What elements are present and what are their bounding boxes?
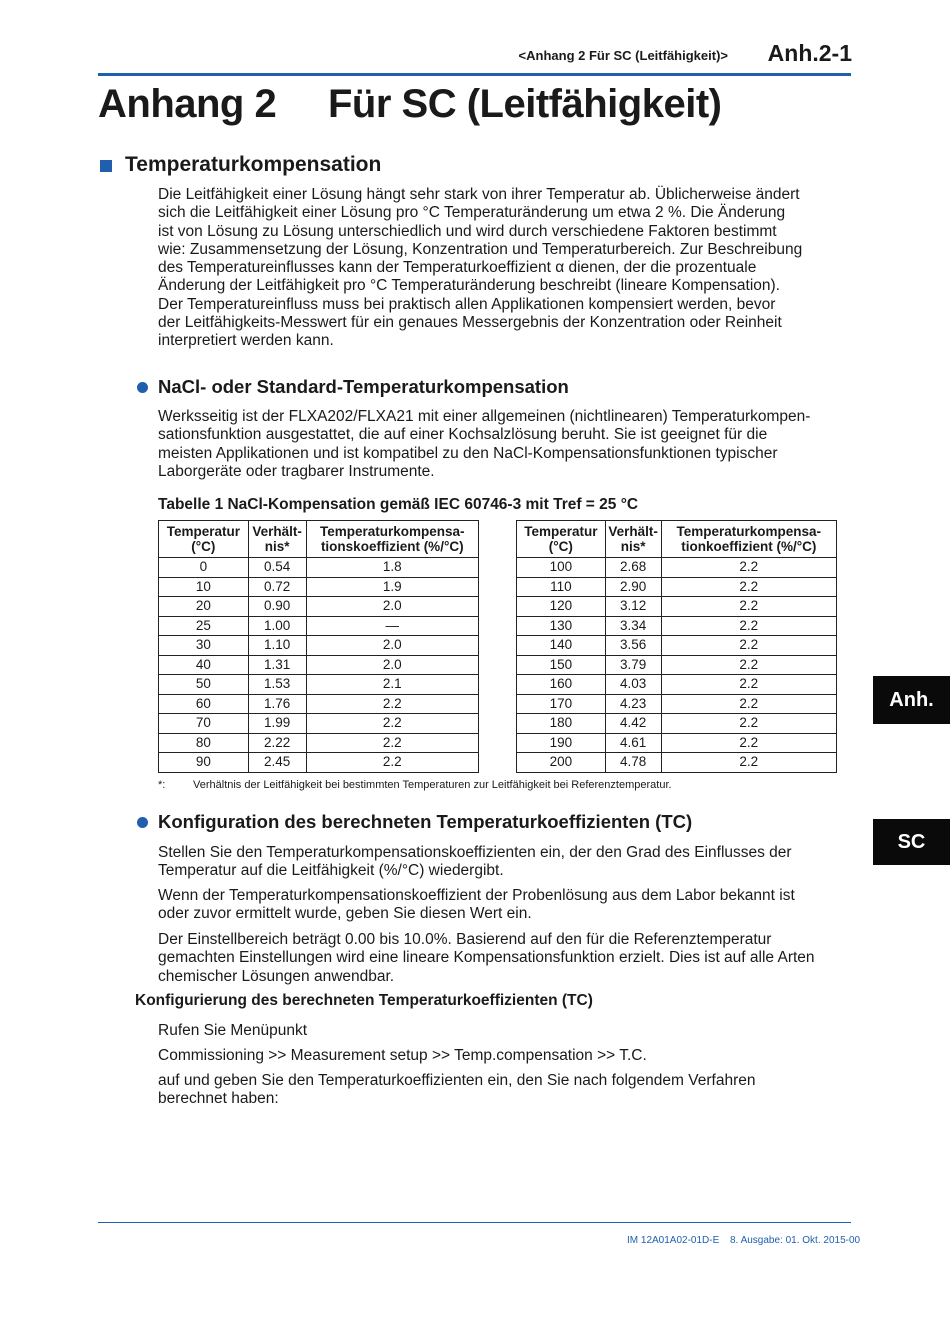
text-line: Der Einstellbereich beträgt 0.00 bis 10.0%. Basierend auf den für die Referenztemperatur bbox=[158, 931, 772, 948]
table-cell: 70 bbox=[159, 714, 249, 734]
table-row bbox=[517, 616, 837, 636]
table-cell: 4.61 bbox=[605, 733, 661, 753]
text-line: Der Temperatureinfluss muss bei praktisch allen Applikationen kompensiert werden, bevor bbox=[158, 295, 776, 313]
table-cell: 3.79 bbox=[605, 655, 661, 675]
text-line: Die Leitfähigkeit einer Lösung hängt sehr stark von ihrer Temperatur ab. Üblicherweise ändert bbox=[158, 186, 800, 203]
table-cell: 3.34 bbox=[605, 616, 661, 636]
table-cell: 180 bbox=[517, 714, 606, 734]
column-header-ratio: Verhält- nis* bbox=[605, 521, 661, 558]
chapter-number: Anhang 2 bbox=[98, 82, 277, 126]
text-line: auf und geben Sie den Temperaturkoeffizienten ein, den Sie nach folgendem Verfahren bbox=[158, 1072, 756, 1089]
table-cell: 2.2 bbox=[661, 558, 836, 578]
table-cell: 110 bbox=[517, 577, 606, 597]
text-line: Laborgeräte oder tragbarer Instrumente. bbox=[158, 462, 435, 480]
table-row bbox=[159, 753, 479, 773]
table-cell: 0.54 bbox=[248, 558, 306, 578]
table-cell: 4.78 bbox=[605, 753, 661, 773]
text-line: ist von Lösung zu Lösung unterschiedlich und wird durch verschiedene Faktoren bestimmt bbox=[158, 222, 777, 240]
table-cell: 1.9 bbox=[306, 577, 478, 597]
section-round-bullet bbox=[137, 382, 148, 393]
menu-intro: Rufen Sie Menüpunkt bbox=[158, 1022, 308, 1039]
table-cell: 2.2 bbox=[661, 714, 836, 734]
table-cell: 1.99 bbox=[248, 714, 306, 734]
nacl-table-right bbox=[516, 520, 837, 773]
side-tab-sc[interactable]: SC bbox=[873, 819, 950, 865]
table-cell: 160 bbox=[517, 675, 606, 695]
table-cell: 20 bbox=[159, 597, 249, 617]
table-row bbox=[517, 733, 837, 753]
text-line: chemischer Lösungen anwendbar. bbox=[158, 967, 395, 985]
table-row bbox=[517, 655, 837, 675]
table-row bbox=[517, 636, 837, 656]
footnote-mark: *: bbox=[158, 779, 166, 791]
table-cell: 2.68 bbox=[605, 558, 661, 578]
text-line: sationsfunktion ausgestattet, die auf einer Kochsalzlösung beruht. Sie ist geeignet für die bbox=[158, 426, 768, 444]
table-row bbox=[517, 694, 837, 714]
subheading-tc-config: Konfigurierung des berechneten Temperaturkoeffizienten (TC) bbox=[135, 992, 593, 1009]
section-title-tc: Konfiguration des berechneten Temperaturkoeffizienten (TC) bbox=[158, 811, 693, 832]
section-3-outro bbox=[158, 1072, 848, 1109]
section-3-paragraph-2 bbox=[158, 887, 848, 924]
table-cell: 25 bbox=[159, 616, 249, 636]
footer-doc-id: IM 12A01A02-01D-E bbox=[627, 1235, 720, 1246]
text-line: der Leitfähigkeits-Messwert für ein genaues Messergebnis der Konzentration oder Reinheit bbox=[158, 314, 782, 332]
text-line: Temperatur auf die Leitfähigkeit (%/°C) wiedergibt. bbox=[158, 862, 504, 880]
table-cell: 2.2 bbox=[661, 636, 836, 656]
text-line: Werksseitig ist der FLXA202/FLXA21 mit einer allgemeinen (nichtlinearen) Temperaturkompen- bbox=[158, 408, 811, 425]
column-header-temperature: Temperatur (°C) bbox=[159, 521, 249, 558]
section-title-temperaturkompensation: Temperaturkompensation bbox=[125, 153, 382, 176]
table-cell: 1.10 bbox=[248, 636, 306, 656]
table-cell: 4.23 bbox=[605, 694, 661, 714]
table-cell: 140 bbox=[517, 636, 606, 656]
table-cell: — bbox=[306, 616, 478, 636]
text-line: Stellen Sie den Temperaturkompensationskoeffizienten ein, der den Grad des Einflusses der bbox=[158, 844, 792, 861]
table-cell: 1.53 bbox=[248, 675, 306, 695]
table-cell: 3.56 bbox=[605, 636, 661, 656]
table-cell: 1.31 bbox=[248, 655, 306, 675]
text-line: interpretiert werden kann. bbox=[158, 332, 334, 350]
table-cell: 0.72 bbox=[248, 577, 306, 597]
section-1-paragraph bbox=[158, 186, 848, 351]
table-cell: 2.2 bbox=[661, 577, 836, 597]
table-row bbox=[159, 558, 479, 578]
table-cell: 60 bbox=[159, 694, 249, 714]
text-line: meisten Applikationen und ist kompatibel zu den NaCl-Kompensationsfunktionen typischer bbox=[158, 444, 778, 462]
table-cell: 1.00 bbox=[248, 616, 306, 636]
table-row bbox=[159, 616, 479, 636]
side-tab-anhang[interactable]: Anh. bbox=[873, 676, 950, 724]
table-cell: 2.2 bbox=[661, 616, 836, 636]
table-cell: 80 bbox=[159, 733, 249, 753]
section-round-bullet bbox=[137, 817, 148, 828]
table-cell: 1.8 bbox=[306, 558, 478, 578]
table-row bbox=[159, 636, 479, 656]
table-cell: 2.2 bbox=[661, 675, 836, 695]
table-cell: 2.0 bbox=[306, 597, 478, 617]
text-line: gemachten Einstellungen wird eine lineare Kompensationsfunktion erzielt. Dies ist auf alle Arten bbox=[158, 949, 815, 967]
column-header-temperature: Temperatur (°C) bbox=[517, 521, 606, 558]
table-row bbox=[517, 753, 837, 773]
table-cell: 3.12 bbox=[605, 597, 661, 617]
table-cell: 1.76 bbox=[248, 694, 306, 714]
column-header-coefficient: Temperaturkompensa- tionskoeffizient (%/°C) bbox=[306, 521, 478, 558]
table-header-row bbox=[517, 521, 837, 558]
table-cell: 40 bbox=[159, 655, 249, 675]
table-row bbox=[517, 675, 837, 695]
menu-path: Commissioning >> Measurement setup >> Temp.compensation >> T.C. bbox=[158, 1047, 647, 1064]
footer-edition: 8. Ausgabe: 01. Okt. 2015-00 bbox=[730, 1235, 861, 1246]
table-cell: 2.22 bbox=[248, 733, 306, 753]
table-cell: 150 bbox=[517, 655, 606, 675]
column-header-ratio: Verhält- nis* bbox=[248, 521, 306, 558]
footer-rule bbox=[98, 1222, 851, 1223]
table-row bbox=[517, 577, 837, 597]
table-cell: 2.2 bbox=[661, 753, 836, 773]
table-cell: 2.0 bbox=[306, 636, 478, 656]
table-cell: 4.42 bbox=[605, 714, 661, 734]
table-cell: 2.90 bbox=[605, 577, 661, 597]
running-header: <Anhang 2 Für SC (Leitfähigkeit)> bbox=[518, 48, 728, 63]
table-row bbox=[159, 714, 479, 734]
text-line: berechnet haben: bbox=[158, 1090, 279, 1108]
table-header-row bbox=[159, 521, 479, 558]
table-cell: 2.2 bbox=[661, 694, 836, 714]
table-cell: 2.2 bbox=[661, 733, 836, 753]
table-cell: 0.90 bbox=[248, 597, 306, 617]
section-3-paragraph-3 bbox=[158, 931, 848, 986]
table-cell: 130 bbox=[517, 616, 606, 636]
table-cell: 2.0 bbox=[306, 655, 478, 675]
table-cell: 0 bbox=[159, 558, 249, 578]
page-number: Anh.2-1 bbox=[767, 40, 852, 66]
text-line: des Temperatureinflusses kann der Temperaturkoeffizient α dienen, der die prozentuale bbox=[158, 259, 757, 277]
table-row bbox=[159, 577, 479, 597]
table-cell: 170 bbox=[517, 694, 606, 714]
text-line: Wenn der Temperaturkompensationskoeffizient der Probenlösung aus dem Labor bekannt ist bbox=[158, 887, 795, 904]
section-square-bullet bbox=[100, 160, 112, 172]
table-caption: Tabelle 1 NaCl-Kompensation gemäß IEC 60746-3 mit Tref = 25 °C bbox=[158, 496, 639, 513]
table-cell: 4.03 bbox=[605, 675, 661, 695]
table-cell: 120 bbox=[517, 597, 606, 617]
table-cell: 190 bbox=[517, 733, 606, 753]
table-row bbox=[159, 733, 479, 753]
text-line: oder zuvor ermittelt wurde, geben Sie diesen Wert ein. bbox=[158, 905, 532, 923]
table-cell: 2.2 bbox=[661, 597, 836, 617]
table-cell: 100 bbox=[517, 558, 606, 578]
header-rule bbox=[98, 73, 851, 76]
table-row bbox=[517, 714, 837, 734]
table-cell: 2.2 bbox=[306, 714, 478, 734]
table-cell: 2.2 bbox=[306, 753, 478, 773]
table-cell: 2.2 bbox=[661, 655, 836, 675]
table-cell: 2.45 bbox=[248, 753, 306, 773]
section-2-paragraph bbox=[158, 408, 848, 481]
table-cell: 50 bbox=[159, 675, 249, 695]
table-row bbox=[159, 675, 479, 695]
chapter-title: Für SC (Leitfähigkeit) bbox=[328, 82, 722, 126]
column-header-coefficient: Temperaturkompensa- tionkoeffizient (%/°C) bbox=[661, 521, 836, 558]
text-line: Änderung der Leitfähigkeit pro °C Temperaturänderung beschreibt (lineare Kompensation). bbox=[158, 277, 780, 295]
section-title-nacl: NaCl- oder Standard-Temperaturkompensation bbox=[158, 376, 569, 397]
table-cell: 2.1 bbox=[306, 675, 478, 695]
table-row bbox=[159, 655, 479, 675]
text-line: sich die Leitfähigkeit einer Lösung pro °C Temperaturänderung um etwa 2 %. Die Änderung bbox=[158, 204, 786, 222]
table-cell: 2.2 bbox=[306, 694, 478, 714]
table-row bbox=[159, 597, 479, 617]
table-footnote: Verhältnis der Leitfähigkeit bei bestimmten Temperaturen zur Leitfähigkeit bei Referenztemperatur. bbox=[193, 779, 672, 791]
table-cell: 30 bbox=[159, 636, 249, 656]
table-cell: 90 bbox=[159, 753, 249, 773]
table-row bbox=[517, 558, 837, 578]
nacl-table-left bbox=[158, 520, 479, 773]
table-cell: 10 bbox=[159, 577, 249, 597]
text-line: wie: Zusammensetzung der Lösung, Konzentration und Temperaturbereich. Zur Beschreibung bbox=[158, 240, 803, 258]
table-row bbox=[159, 694, 479, 714]
section-3-paragraph-1 bbox=[158, 844, 848, 881]
table-row bbox=[517, 597, 837, 617]
table-cell: 2.2 bbox=[306, 733, 478, 753]
table-cell: 200 bbox=[517, 753, 606, 773]
